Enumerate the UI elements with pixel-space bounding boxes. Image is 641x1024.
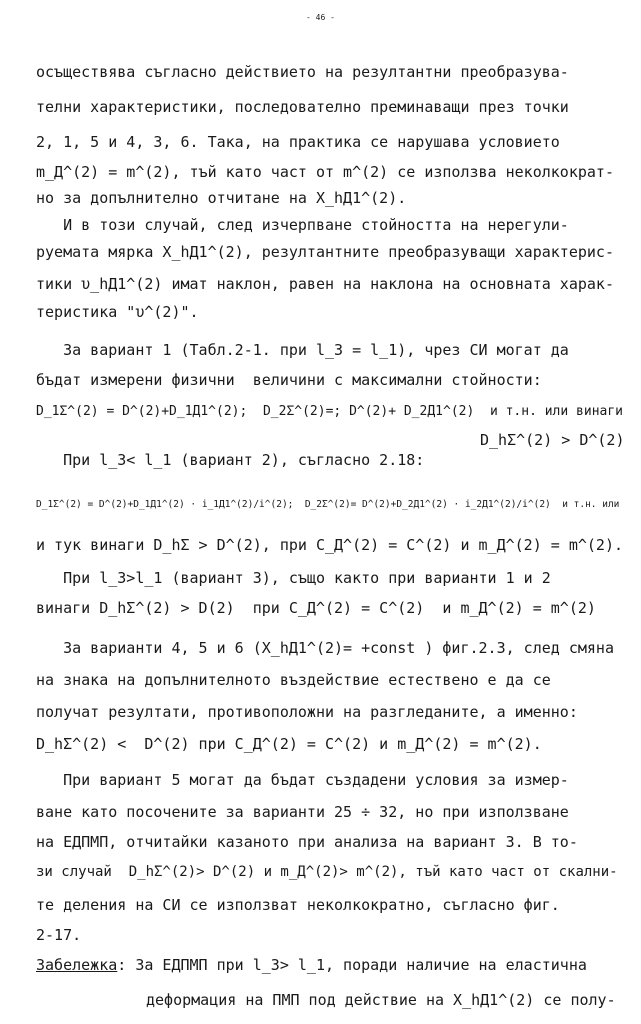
note-line: [36, 955, 587, 975]
formula-line: D_1Σ^(2) = D^(2)+D_1Д1^(2); D_2Σ^(2)=; D^(2)+ D_2Д1^(2) и т.н. или винаги: [36, 404, 623, 419]
text-line: 2-17.: [36, 926, 82, 944]
text-line: на ЕДПМП, отчитайки казаното при анализа на вариант 3. В то-: [36, 833, 578, 851]
text-line: И в този случай, след изчерпване стойността на нерегули-: [36, 216, 569, 234]
formula-line: D_hΣ^(2) > D^(2): [480, 431, 625, 449]
note-line: деформация на ПМП под действие на X_hД1^(2) се полу-: [146, 991, 616, 1009]
text-line: зи случай D_hΣ^(2)> D^(2) и m_Д^(2)> m^(2), тъй като част от скални-: [36, 864, 618, 880]
text-line: и тук винаги D_hΣ > D^(2), при C_Д^(2) = C^(2) и m_Д^(2) = m^(2).: [36, 536, 623, 554]
text-line: При вариант 5 могат да бъдат създадени условия за измер-: [36, 771, 569, 789]
text-line: 2, 1, 5 и 4, 3, 6. Така, на практика се нарушава условието: [36, 133, 560, 151]
formula-line: D_hΣ^(2) < D^(2) при C_Д^(2) = C^(2) и m_Д^(2) = m^(2).: [36, 735, 542, 753]
text-line: на знака на допълнителното въздействие естествено е да се: [36, 671, 551, 689]
text-line: те деления на СИ се използват неколкократно, съгласно фиг.: [36, 896, 560, 914]
text-line: теристика "υ^(2)".: [36, 303, 199, 321]
text-line: За вариант 1 (Табл.2-1. при l_3 = l_1), чрез СИ могат да: [36, 341, 569, 359]
text-line: При l_3< l_1 (вариант 2), съгласно 2.18:: [36, 451, 425, 469]
text-line: получат резултати, противоположни на разгледаните, а именно:: [36, 703, 578, 721]
note-label: Забележка: [36, 956, 118, 974]
text-line: бъдат измерени физични величини с максимални стойности:: [36, 371, 542, 389]
page-number: - 46 -: [306, 13, 335, 22]
note-text: : За ЕДПМП при l_3> l_1, поради наличие на еластична: [117, 956, 587, 974]
text-line: осъществява съгласно действието на резултантни преобразува-: [36, 63, 569, 81]
text-line: тики υ_hД1^(2) имат наклон, равен на наклона на основната харак-: [36, 275, 614, 293]
text-line: m_Д^(2) = m^(2), тъй като част от m^(2) се използва неколкократ-: [36, 163, 614, 181]
text-line: телни характеристики, последователно преминаващи през точки: [36, 98, 569, 116]
formula-line: D_1Σ^(2) = D^(2)+D_1Д1^(2) · i_1Д1^(2)/i^(2); D_2Σ^(2)= D^(2)+D_2Д1^(2) · i_2Д1^(2)/i^(2) и т.н. или: [36, 499, 620, 510]
text-line: ване като посочените за варианти 25 ÷ 32, но при използване: [36, 803, 569, 821]
text-line: При l_3>l_1 (вариант 3), също както при варианти 1 и 2: [36, 569, 551, 587]
formula-line: винаги D_hΣ^(2) > D(2) при C_Д^(2) = C^(2) и m_Д^(2) = m^(2): [36, 599, 596, 617]
text-line: но за допълнително отчитане на X_hД1^(2).: [36, 189, 407, 207]
text-line: руемата мярка X_hД1^(2), резултантните преобразуващи характерис-: [36, 243, 614, 261]
text-line: За варианти 4, 5 и 6 (X_hД1^(2)= +const ) фиг.2.3, след смяна: [36, 639, 614, 657]
